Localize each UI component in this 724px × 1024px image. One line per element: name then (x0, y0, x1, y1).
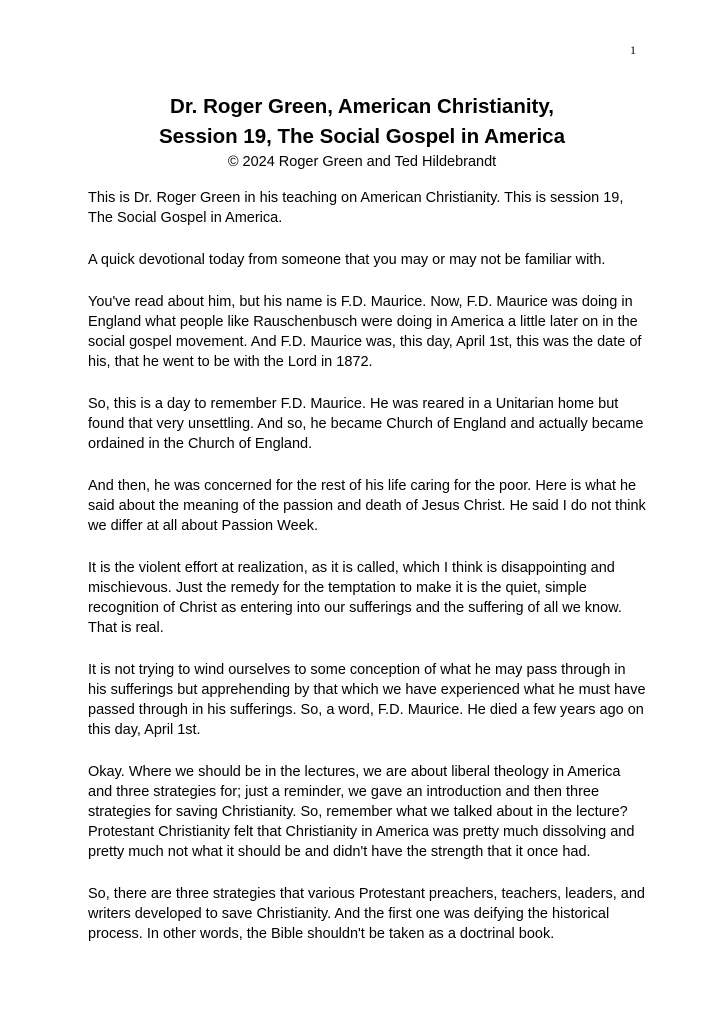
paragraph: So, this is a day to remember F.D. Maurice. He was reared in a Unitarian home but found that very unsettling. And so, he became Church of England and actually became ordained in the Church of England. (88, 396, 644, 452)
title-line-1: Dr. Roger Green, American Christianity, (170, 95, 554, 118)
paragraph: It is the violent effort at realization, as it is called, which I think is disappointing and mischievous. Just the remedy for the temptation to make it is the quiet, simple recognition of Christ as entering into our sufferings and the suffering of all we know. That is real. (88, 560, 622, 636)
paragraph: You've read about him, but his name is F.D. Maurice. Now, F.D. Maurice was doing in England what people like Rauschenbusch were doing in America a little later on in the social gospel movement. And F.D. Maurice was, this day, April 1st, this was the date of his, that he went to be with the Lord in 1872. (88, 294, 642, 370)
paragraph: This is Dr. Roger Green in his teaching on American Christianity. This is session 19, The Social Gospel in America. (88, 190, 624, 226)
body-text (88, 188, 648, 966)
paragraph: So, there are three strategies that various Protestant preachers, teachers, leaders, and writers developed to save Christianity. And the first one was deifying the historical process. In other words, the Bible shouldn't be taken as a doctrinal book. (88, 886, 645, 942)
document-header (0, 92, 724, 172)
copyright-line: © 2024 Roger Green and Ted Hildebrandt (227, 154, 497, 170)
paragraph: A quick devotional today from someone that you may or may not be familiar with. (88, 252, 606, 268)
paragraph: It is not trying to wind ourselves to some conception of what he may pass through in his sufferings but apprehending by that which we have experienced what he must have passed through in his sufferings. So, a word, F.D. Maurice. He died a few years ago on this day, April 1st. (88, 662, 646, 738)
page-number: 1 (630, 43, 636, 57)
paragraph: And then, he was concerned for the rest of his life caring for the poor. Here is what he said about the meaning of the passion and death of Jesus Christ. He said I do not think we differ at all about Passion Week. (88, 478, 646, 534)
paragraph: Okay. Where we should be in the lectures, we are about liberal theology in America and three strategies for; just a reminder, we gave an introduction and then three strategies for saving Christianity. So, remember what we talked about in the lecture? Protestant Christianity felt that Christianity in America was pretty much dissolving and pretty much not what it should be and didn't have the strength that it once had. (88, 764, 635, 860)
title-line-2: Session 19, The Social Gospel in America (159, 125, 565, 148)
